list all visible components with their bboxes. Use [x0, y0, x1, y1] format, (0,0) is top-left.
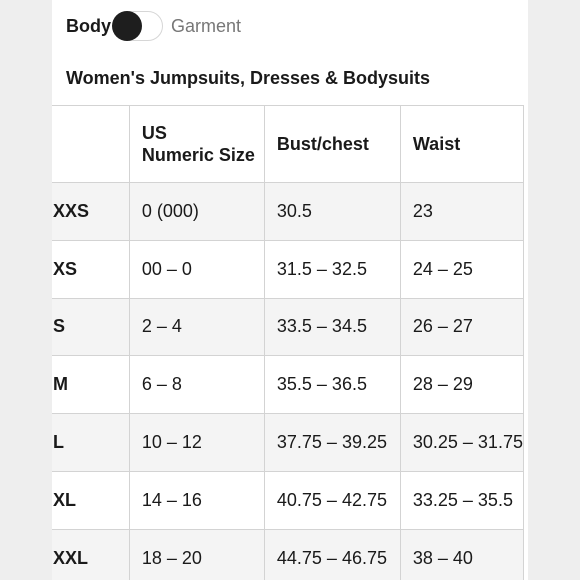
toggle-knob[interactable]: [112, 11, 142, 41]
bust-chest-cell: 37.75 – 39.25: [264, 414, 400, 472]
header-us-numeric-size: US Numeric Size: [129, 106, 264, 183]
bust-chest-cell: 40.75 – 42.75: [264, 471, 400, 529]
header-waist: Waist: [400, 106, 523, 183]
waist-cell: 28 – 29: [400, 356, 523, 414]
size-cell: L: [52, 414, 129, 472]
size-cell: M: [52, 356, 129, 414]
table-row: [52, 183, 524, 241]
table-header-row: [52, 106, 524, 183]
waist-cell: 30.25 – 31.75: [400, 414, 523, 472]
us-numeric-cell: 6 – 8: [129, 356, 264, 414]
table-row: [52, 529, 524, 580]
size-cell: XXL: [52, 529, 129, 580]
waist-cell: 23: [400, 183, 523, 241]
size-table: [52, 105, 524, 580]
size-chart-panel: [52, 0, 528, 580]
toggle-option-garment[interactable]: Garment: [171, 15, 242, 36]
waist-cell: 38 – 40: [400, 529, 523, 580]
waist-cell: 26 – 27: [400, 298, 523, 356]
measurement-toggle: [66, 8, 241, 44]
section-title: Women's Jumpsuits, Dresses & Bodysuits: [66, 68, 431, 88]
body-garment-switch[interactable]: [113, 11, 163, 41]
table-row: [52, 414, 524, 472]
size-cell: S: [52, 298, 129, 356]
bust-chest-cell: 31.5 – 32.5: [264, 240, 400, 298]
bust-chest-cell: 30.5: [264, 183, 400, 241]
us-numeric-cell: 10 – 12: [129, 414, 264, 472]
bust-chest-cell: 44.75 – 46.75: [264, 529, 400, 580]
table-row: [52, 356, 524, 414]
waist-cell: 33.25 – 35.5: [400, 471, 523, 529]
us-numeric-cell: 14 – 16: [129, 471, 264, 529]
table-row: [52, 298, 524, 356]
us-numeric-cell: 2 – 4: [129, 298, 264, 356]
table-row: [52, 471, 524, 529]
size-cell: XXS: [52, 183, 129, 241]
size-cell: XS: [52, 240, 129, 298]
toggle-option-body[interactable]: Body: [66, 15, 111, 36]
us-numeric-cell: 00 – 0: [129, 240, 264, 298]
waist-cell: 24 – 25: [400, 240, 523, 298]
bust-chest-cell: 33.5 – 34.5: [264, 298, 400, 356]
size-cell: XL: [52, 471, 129, 529]
table-row: [52, 240, 524, 298]
header-bust-chest: Bust/chest: [264, 106, 400, 183]
us-numeric-cell: 18 – 20: [129, 529, 264, 580]
header-size: [52, 106, 129, 183]
bust-chest-cell: 35.5 – 36.5: [264, 356, 400, 414]
us-numeric-cell: 0 (000): [129, 183, 264, 241]
